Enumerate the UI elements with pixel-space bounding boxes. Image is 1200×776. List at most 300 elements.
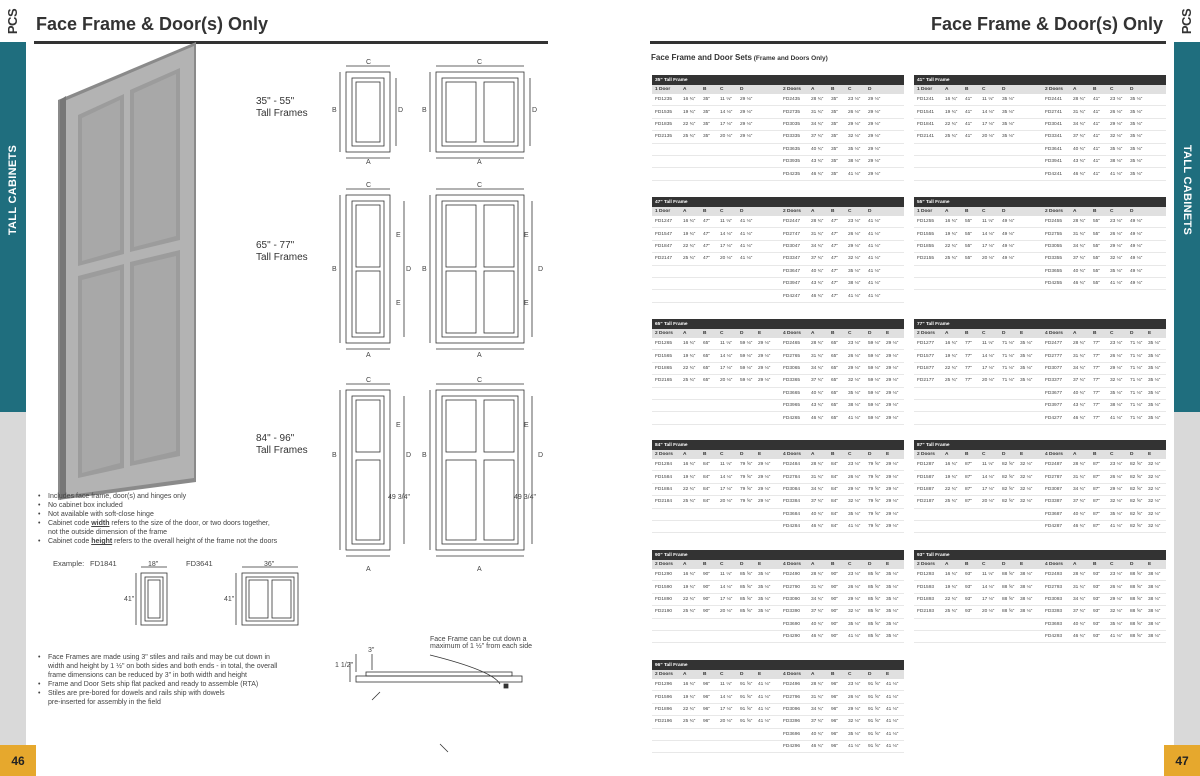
- table-cell: 34 ¾": [811, 596, 824, 602]
- table-cell: 19 ¾": [683, 109, 696, 115]
- table-cell: FD3965: [783, 403, 801, 409]
- table-cell: 20 ⅛": [720, 378, 733, 384]
- table-cell: 82 ⅝": [1130, 499, 1143, 505]
- table-cell: 37 ¾": [1073, 609, 1086, 615]
- column-header: B: [703, 87, 707, 92]
- table-title: 47" Tall Frame: [652, 197, 904, 207]
- page-number: 46: [0, 745, 36, 776]
- table-row: [914, 131, 1166, 143]
- table-cell: 35 ⅛": [848, 731, 861, 737]
- column-header: D: [868, 87, 872, 92]
- table-cell: 28 ¾": [1073, 572, 1086, 578]
- table-cell: 87": [965, 499, 973, 505]
- table-cell: 11 ⅛": [982, 97, 995, 103]
- column-header: C: [1110, 209, 1114, 214]
- column-header: A: [945, 209, 949, 214]
- column-header: E: [1020, 452, 1024, 457]
- table-cell: 77": [1093, 378, 1101, 384]
- table-cell: FD2177: [917, 378, 935, 384]
- table-cell: FD4255: [1045, 281, 1063, 287]
- table-cell: 35 ⅛": [886, 596, 899, 602]
- table-cell: 32 ⅛": [1110, 378, 1123, 384]
- table-cell: 29 ⅛": [740, 97, 753, 103]
- table-cell: 47": [703, 243, 711, 249]
- section-label: TALL CABINETS: [7, 144, 19, 236]
- table-cell: 55": [1093, 256, 1101, 262]
- table-cell: 46 ¾": [1073, 524, 1086, 530]
- column-header: D: [1002, 452, 1006, 457]
- table-cell: 85 ⅝": [868, 621, 881, 627]
- table-cell: 91 ⅝": [740, 682, 753, 688]
- table-cell: 11 ⅛": [720, 462, 733, 468]
- table-cell: 40 ¾": [1073, 146, 1086, 152]
- table-cell: 16 ¾": [683, 341, 696, 347]
- table-cell: 47": [831, 243, 839, 249]
- table-cell: 14 ⅛": [720, 584, 733, 590]
- table-cell: 29 ⅛": [886, 462, 899, 468]
- table-cell: 17 ⅛": [982, 486, 995, 492]
- table-cell: 46 ¾": [1073, 281, 1086, 287]
- table-cell: 11 ⅛": [982, 341, 995, 347]
- table-cell: 82 ⅝": [1002, 462, 1015, 468]
- table-cell: 38 ⅛": [1110, 403, 1123, 409]
- column-header: 4 Doors: [1045, 562, 1063, 567]
- table-cell: 82 ⅝": [1130, 462, 1143, 468]
- size-label-65-77: 65" - 77" Tall Frames: [256, 240, 308, 263]
- table-cell: 32 ⅛": [848, 719, 861, 725]
- column-header: C: [848, 672, 852, 677]
- table-cell: 71 ⅛": [1130, 415, 1143, 421]
- table-cell: 38 ⅛": [1148, 596, 1161, 602]
- size-label-35-55: 35" - 55" Tall Frames: [256, 96, 308, 119]
- table-cell: 41 ⅛": [868, 256, 881, 262]
- table-cell: 71 ⅛": [1002, 341, 1015, 347]
- table-row: [914, 119, 1166, 131]
- table-cell: 93": [1093, 634, 1101, 640]
- table-cell: 29 ⅛": [868, 109, 881, 115]
- table-cell: 37 ¾": [1073, 134, 1086, 140]
- table-cell: 20 ⅛": [720, 499, 733, 505]
- size-label-84-96: 84" - 96" Tall Frames: [256, 433, 308, 456]
- table-cell: 35 ⅛": [1110, 511, 1123, 517]
- column-header: B: [1093, 209, 1097, 214]
- table-cell: FD2187: [917, 499, 935, 505]
- table-cell: 35 ⅛": [1002, 121, 1015, 127]
- table-cell: 37 ¾": [1073, 256, 1086, 262]
- table-cell: FD3041: [1045, 121, 1063, 127]
- table-cell: 91 ⅝": [868, 682, 881, 688]
- table-cell: FD2193: [917, 609, 935, 615]
- table-cell: 96": [703, 706, 711, 712]
- column-header: 2 Doors: [783, 209, 801, 214]
- table-cell: 87": [1093, 486, 1101, 492]
- table-cell: 47": [703, 256, 711, 262]
- dim-a: A: [477, 159, 482, 166]
- table-cell: FD1590: [655, 584, 673, 590]
- table-row: [914, 278, 1166, 290]
- table-cell: 20 ⅛": [982, 378, 995, 384]
- table-row: [914, 388, 1166, 400]
- table-cell: 55": [1093, 231, 1101, 237]
- column-header: B: [703, 672, 707, 677]
- table-cell: 47": [831, 293, 839, 299]
- table-cell: 20 ⅛": [982, 134, 995, 140]
- table-cell: FD1293: [917, 572, 935, 578]
- column-header: C: [848, 562, 852, 567]
- table-cell: 35": [831, 134, 839, 140]
- table-row: [652, 619, 904, 631]
- table-cell: FD2455: [1045, 219, 1063, 225]
- table-cell: 38 ⅛": [1110, 159, 1123, 165]
- table-cell: 11 ⅛": [720, 341, 733, 347]
- table-cell: 32 ⅛": [1148, 474, 1161, 480]
- table-cell: FD3341: [1045, 134, 1063, 140]
- table-cell: 35": [831, 121, 839, 127]
- table-cell: 29 ⅛": [848, 486, 861, 492]
- table-cell: 84": [703, 486, 711, 492]
- table-cell: 35 ⅛": [758, 572, 771, 578]
- table-cell: 90": [831, 621, 839, 627]
- table-cell: 41 ⅛": [758, 706, 771, 712]
- table-row: [652, 459, 904, 471]
- table-cell: 31 ¾": [811, 474, 824, 480]
- table-cell: FD1896: [655, 706, 673, 712]
- table-cell: 93": [965, 609, 973, 615]
- table-cell: 35 ⅛": [1148, 378, 1161, 384]
- table-row: [914, 484, 1166, 496]
- table-cell: 22 ¾": [683, 486, 696, 492]
- column-header: C: [720, 87, 724, 92]
- table-cell: 46 ¾": [1073, 171, 1086, 177]
- dim-e: E: [396, 300, 401, 307]
- table-row: [652, 581, 904, 593]
- table-cell: 43 ¾": [811, 281, 824, 287]
- table-cell: 28 ¾": [811, 341, 824, 347]
- table-cell: FD3035: [783, 121, 801, 127]
- table-cell: 59 ⅛": [740, 378, 753, 384]
- column-header: C: [848, 87, 852, 92]
- column-headers: [914, 560, 1166, 569]
- table-cell: 29 ⅛": [758, 353, 771, 359]
- table-row: [914, 216, 1166, 228]
- table-cell: 20 ⅛": [982, 609, 995, 615]
- table-cell: 87": [1093, 524, 1101, 530]
- table-cell: 22 ¾": [945, 365, 958, 371]
- table-cell: 49 ⅛": [1002, 256, 1015, 262]
- column-header: E: [1020, 562, 1024, 567]
- table-cell: 38 ⅛": [1020, 572, 1033, 578]
- table-cell: 35": [703, 97, 711, 103]
- table-cell: 88 ⅝": [1130, 609, 1143, 615]
- table-cell: 35": [703, 121, 711, 127]
- table-cell: 41 ⅛": [740, 231, 753, 237]
- table-cell: 59 ⅛": [868, 353, 881, 359]
- table-cell: FD3096: [783, 706, 801, 712]
- table-cell: 35 ⅛": [1020, 353, 1033, 359]
- table-cell: 19 ¾": [683, 584, 696, 590]
- dim-b: B: [332, 266, 337, 273]
- column-header: B: [703, 562, 707, 567]
- table-cell: 47": [831, 219, 839, 225]
- table-row: [652, 679, 904, 691]
- table-cell: 47": [831, 231, 839, 237]
- table-cell: 38 ⅛": [848, 403, 861, 409]
- table-cell: 59 ⅛": [868, 390, 881, 396]
- table-cell: 31 ¾": [811, 109, 824, 115]
- section-label: TALL CABINETS: [1181, 144, 1193, 236]
- column-headers: [652, 329, 904, 338]
- table-cell: FD1290: [655, 572, 673, 578]
- column-headers: [652, 560, 904, 569]
- table-row: [914, 496, 1166, 508]
- table-cell: 91 ⅝": [740, 719, 753, 725]
- table-cell: 91 ⅝": [740, 706, 753, 712]
- table-cell: 26 ⅛": [848, 109, 861, 115]
- table-cell: 35 ⅛": [1148, 415, 1161, 421]
- column-headers: [652, 450, 904, 459]
- table-cell: 37 ¾": [811, 134, 824, 140]
- column-header: D: [1130, 209, 1134, 214]
- table-row: [652, 131, 904, 143]
- table-cell: 29 ⅛": [848, 121, 861, 127]
- table-cell: 22 ¾": [945, 596, 958, 602]
- table-cell: 31 ¾": [1073, 474, 1086, 480]
- table-row: [652, 691, 904, 703]
- table-cell: 17 ⅛": [720, 121, 733, 127]
- table-cell: 65": [831, 353, 839, 359]
- table-row: [652, 156, 904, 168]
- table-cell: 35 ⅛": [886, 572, 899, 578]
- table-cell: 96": [703, 682, 711, 688]
- table-cell: 49 ⅛": [1130, 281, 1143, 287]
- table-cell: 25 ¾": [683, 134, 696, 140]
- table-title: 90" Tall Frame: [652, 550, 904, 560]
- table-cell: FD2747: [783, 231, 801, 237]
- table-cell: 37 ¾": [811, 719, 824, 725]
- table-cell: 77": [1093, 365, 1101, 371]
- column-header: C: [1110, 452, 1114, 457]
- table-cell: 41 ⅛": [868, 231, 881, 237]
- column-header: A: [945, 87, 949, 92]
- table-row: [652, 168, 904, 180]
- table-cell: 35 ⅛": [1130, 97, 1143, 103]
- table-row: [652, 144, 904, 156]
- table-cell: 25 ¾": [683, 719, 696, 725]
- table-row: [914, 471, 1166, 483]
- column-header: A: [811, 209, 815, 214]
- column-header: E: [1148, 452, 1152, 457]
- column-header: E: [758, 331, 762, 336]
- table-cell: 32 ⅛": [1020, 499, 1033, 505]
- column-header: D: [1130, 562, 1134, 567]
- table-cell: 82 ⅝": [1130, 474, 1143, 480]
- table-cell: 41 ⅛": [886, 694, 899, 700]
- table-cell: 17 ⅛": [982, 365, 995, 371]
- table-cell: 82 ⅝": [1130, 486, 1143, 492]
- table-cell: 85 ⅝": [740, 572, 753, 578]
- table-cell: FD3335: [783, 134, 801, 140]
- column-header: A: [811, 331, 815, 336]
- dim-c: C: [366, 182, 372, 189]
- table-cell: 29 ⅛": [886, 353, 899, 359]
- table-cell: 20 ⅛": [720, 256, 733, 262]
- table-cell: 17 ⅛": [720, 596, 733, 602]
- example-label: Example:: [53, 559, 85, 568]
- column-header: A: [811, 562, 815, 567]
- column-header: 2 Doors: [1045, 87, 1063, 92]
- table-cell: FD2777: [1045, 353, 1063, 359]
- table-cell: 85 ⅝": [740, 596, 753, 602]
- table-cell: 65": [831, 365, 839, 371]
- table-cell: 23 ⅛": [848, 341, 861, 347]
- table-cell: 26 ⅛": [1110, 584, 1123, 590]
- table-cell: 87": [965, 474, 973, 480]
- table-cell: 32 ⅛": [1148, 462, 1161, 468]
- column-header: E: [1020, 331, 1024, 336]
- table-cell: 37 ¾": [1073, 499, 1086, 505]
- table-cell: 11 ⅛": [982, 572, 995, 578]
- table-cell: 19 ¾": [945, 231, 958, 237]
- table-cell: 35 ⅛": [848, 268, 861, 274]
- table-cell: 29 ⅛": [758, 486, 771, 492]
- table-cell: 14 ⅛": [982, 474, 995, 480]
- column-header: A: [1073, 87, 1077, 92]
- column-headers: [914, 85, 1166, 94]
- table-cell: 14 ⅛": [982, 584, 995, 590]
- table-cell: 34 ¾": [1073, 365, 1086, 371]
- table-cell: 41 ⅛": [848, 415, 861, 421]
- table-cell: 35 ⅛": [1002, 97, 1015, 103]
- table-cell: 22 ¾": [683, 243, 696, 249]
- table-cell: 23 ⅛": [848, 219, 861, 225]
- table-cell: 29 ⅛": [758, 474, 771, 480]
- table-cell: 20 ⅛": [720, 609, 733, 615]
- table-cell: FD3687: [1045, 511, 1063, 517]
- column-header: 4 Doors: [783, 331, 801, 336]
- table-cell: 41 ⅛": [886, 682, 899, 688]
- table-cell: 59 ⅛": [868, 341, 881, 347]
- table-cell: 71 ⅛": [1130, 365, 1143, 371]
- table-cell: FD1555: [917, 231, 935, 237]
- table-cell: 79 ⅝": [868, 486, 881, 492]
- dim-e: E: [524, 422, 529, 429]
- dim-41: 41": [224, 596, 235, 603]
- table-cell: 96": [831, 706, 839, 712]
- table-cell: 29 ⅛": [868, 146, 881, 152]
- dim-d: D: [406, 452, 412, 459]
- column-header: A: [1073, 209, 1077, 214]
- table-cell: 93": [965, 596, 973, 602]
- table-cell: 59 ⅛": [740, 353, 753, 359]
- table-cell: FD1596: [655, 694, 673, 700]
- table-cell: 20 ⅛": [720, 719, 733, 725]
- table-cell: 11 ⅛": [982, 219, 995, 225]
- column-header: B: [965, 209, 969, 214]
- table-cell: 29 ⅛": [740, 121, 753, 127]
- table-cell: 38 ⅛": [1148, 609, 1161, 615]
- table-cell: 59 ⅛": [740, 365, 753, 371]
- table-title: 84" Tall Frame: [652, 440, 904, 450]
- table-cell: FD2141: [917, 134, 935, 140]
- table-cell: 59 ⅛": [868, 403, 881, 409]
- table-cell: 84": [831, 511, 839, 517]
- table-cell: 96": [831, 719, 839, 725]
- table-cell: 65": [831, 378, 839, 384]
- table-cell: 31 ¾": [811, 694, 824, 700]
- table-cell: FD3393: [1045, 609, 1063, 615]
- column-header: E: [758, 562, 762, 567]
- table-cell: 19 ¾": [683, 353, 696, 359]
- table-row: [652, 400, 904, 412]
- table-cell: FD1565: [655, 353, 673, 359]
- table-cell: FD1893: [917, 596, 935, 602]
- table-cell: 41": [1093, 109, 1101, 115]
- table-cell: FD2165: [655, 378, 673, 384]
- table-row: [652, 388, 904, 400]
- column-header: B: [965, 331, 969, 336]
- table-row: [914, 581, 1166, 593]
- table-cell: 46 ¾": [811, 634, 824, 640]
- table-cell: 32 ⅛": [1110, 609, 1123, 615]
- table-cell: 28 ¾": [811, 572, 824, 578]
- table-cell: 88 ⅝": [1130, 634, 1143, 640]
- table-cell: FD3396: [783, 719, 801, 725]
- table-cell: 16 ¾": [945, 341, 958, 347]
- table-cell: 23 ⅛": [1110, 462, 1123, 468]
- table-cell: 29 ⅛": [848, 596, 861, 602]
- table-cell: FD1284: [655, 462, 673, 468]
- spec-table: [652, 660, 904, 753]
- table-cell: 96": [703, 694, 711, 700]
- table-cell: 41 ⅛": [886, 719, 899, 725]
- table-cell: 82 ⅝": [1002, 486, 1015, 492]
- table-cell: FD3665: [783, 390, 801, 396]
- column-header: A: [811, 672, 815, 677]
- table-cell: 29 ⅛": [886, 378, 899, 384]
- column-header: A: [683, 87, 687, 92]
- column-header: 2 Doors: [655, 672, 673, 677]
- column-header: A: [683, 209, 687, 214]
- table-cell: 88 ⅝": [1002, 596, 1015, 602]
- column-header: C: [982, 87, 986, 92]
- table-cell: 32 ⅛": [1148, 524, 1161, 530]
- table-cell: 35 ⅛": [848, 390, 861, 396]
- column-header: D: [1002, 209, 1006, 214]
- table-row: [914, 338, 1166, 350]
- table-cell: 85 ⅝": [868, 596, 881, 602]
- table-cell: 35 ⅛": [886, 634, 899, 640]
- table-cell: 16 ¾": [945, 572, 958, 578]
- spec-table: [652, 197, 904, 303]
- column-header: 2 Doors: [917, 452, 935, 457]
- dim-b: B: [422, 107, 427, 114]
- table-cell: 28 ¾": [1073, 219, 1086, 225]
- table-cell: 41 ⅛": [1110, 524, 1123, 530]
- table-cell: 85 ⅝": [868, 584, 881, 590]
- table-row: [652, 363, 904, 375]
- table-row: [652, 94, 904, 106]
- table-row: [652, 496, 904, 508]
- table-row: [652, 729, 904, 741]
- table-cell: 32 ⅛": [1020, 474, 1033, 480]
- table-cell: 14 ⅛": [720, 231, 733, 237]
- table-cell: FD4241: [1045, 171, 1063, 177]
- table-cell: 29 ⅛": [1110, 486, 1123, 492]
- table-cell: 32 ⅛": [1110, 499, 1123, 505]
- table-cell: 59 ⅛": [868, 365, 881, 371]
- table-cell: 34 ¾": [811, 706, 824, 712]
- column-header: D: [868, 672, 872, 677]
